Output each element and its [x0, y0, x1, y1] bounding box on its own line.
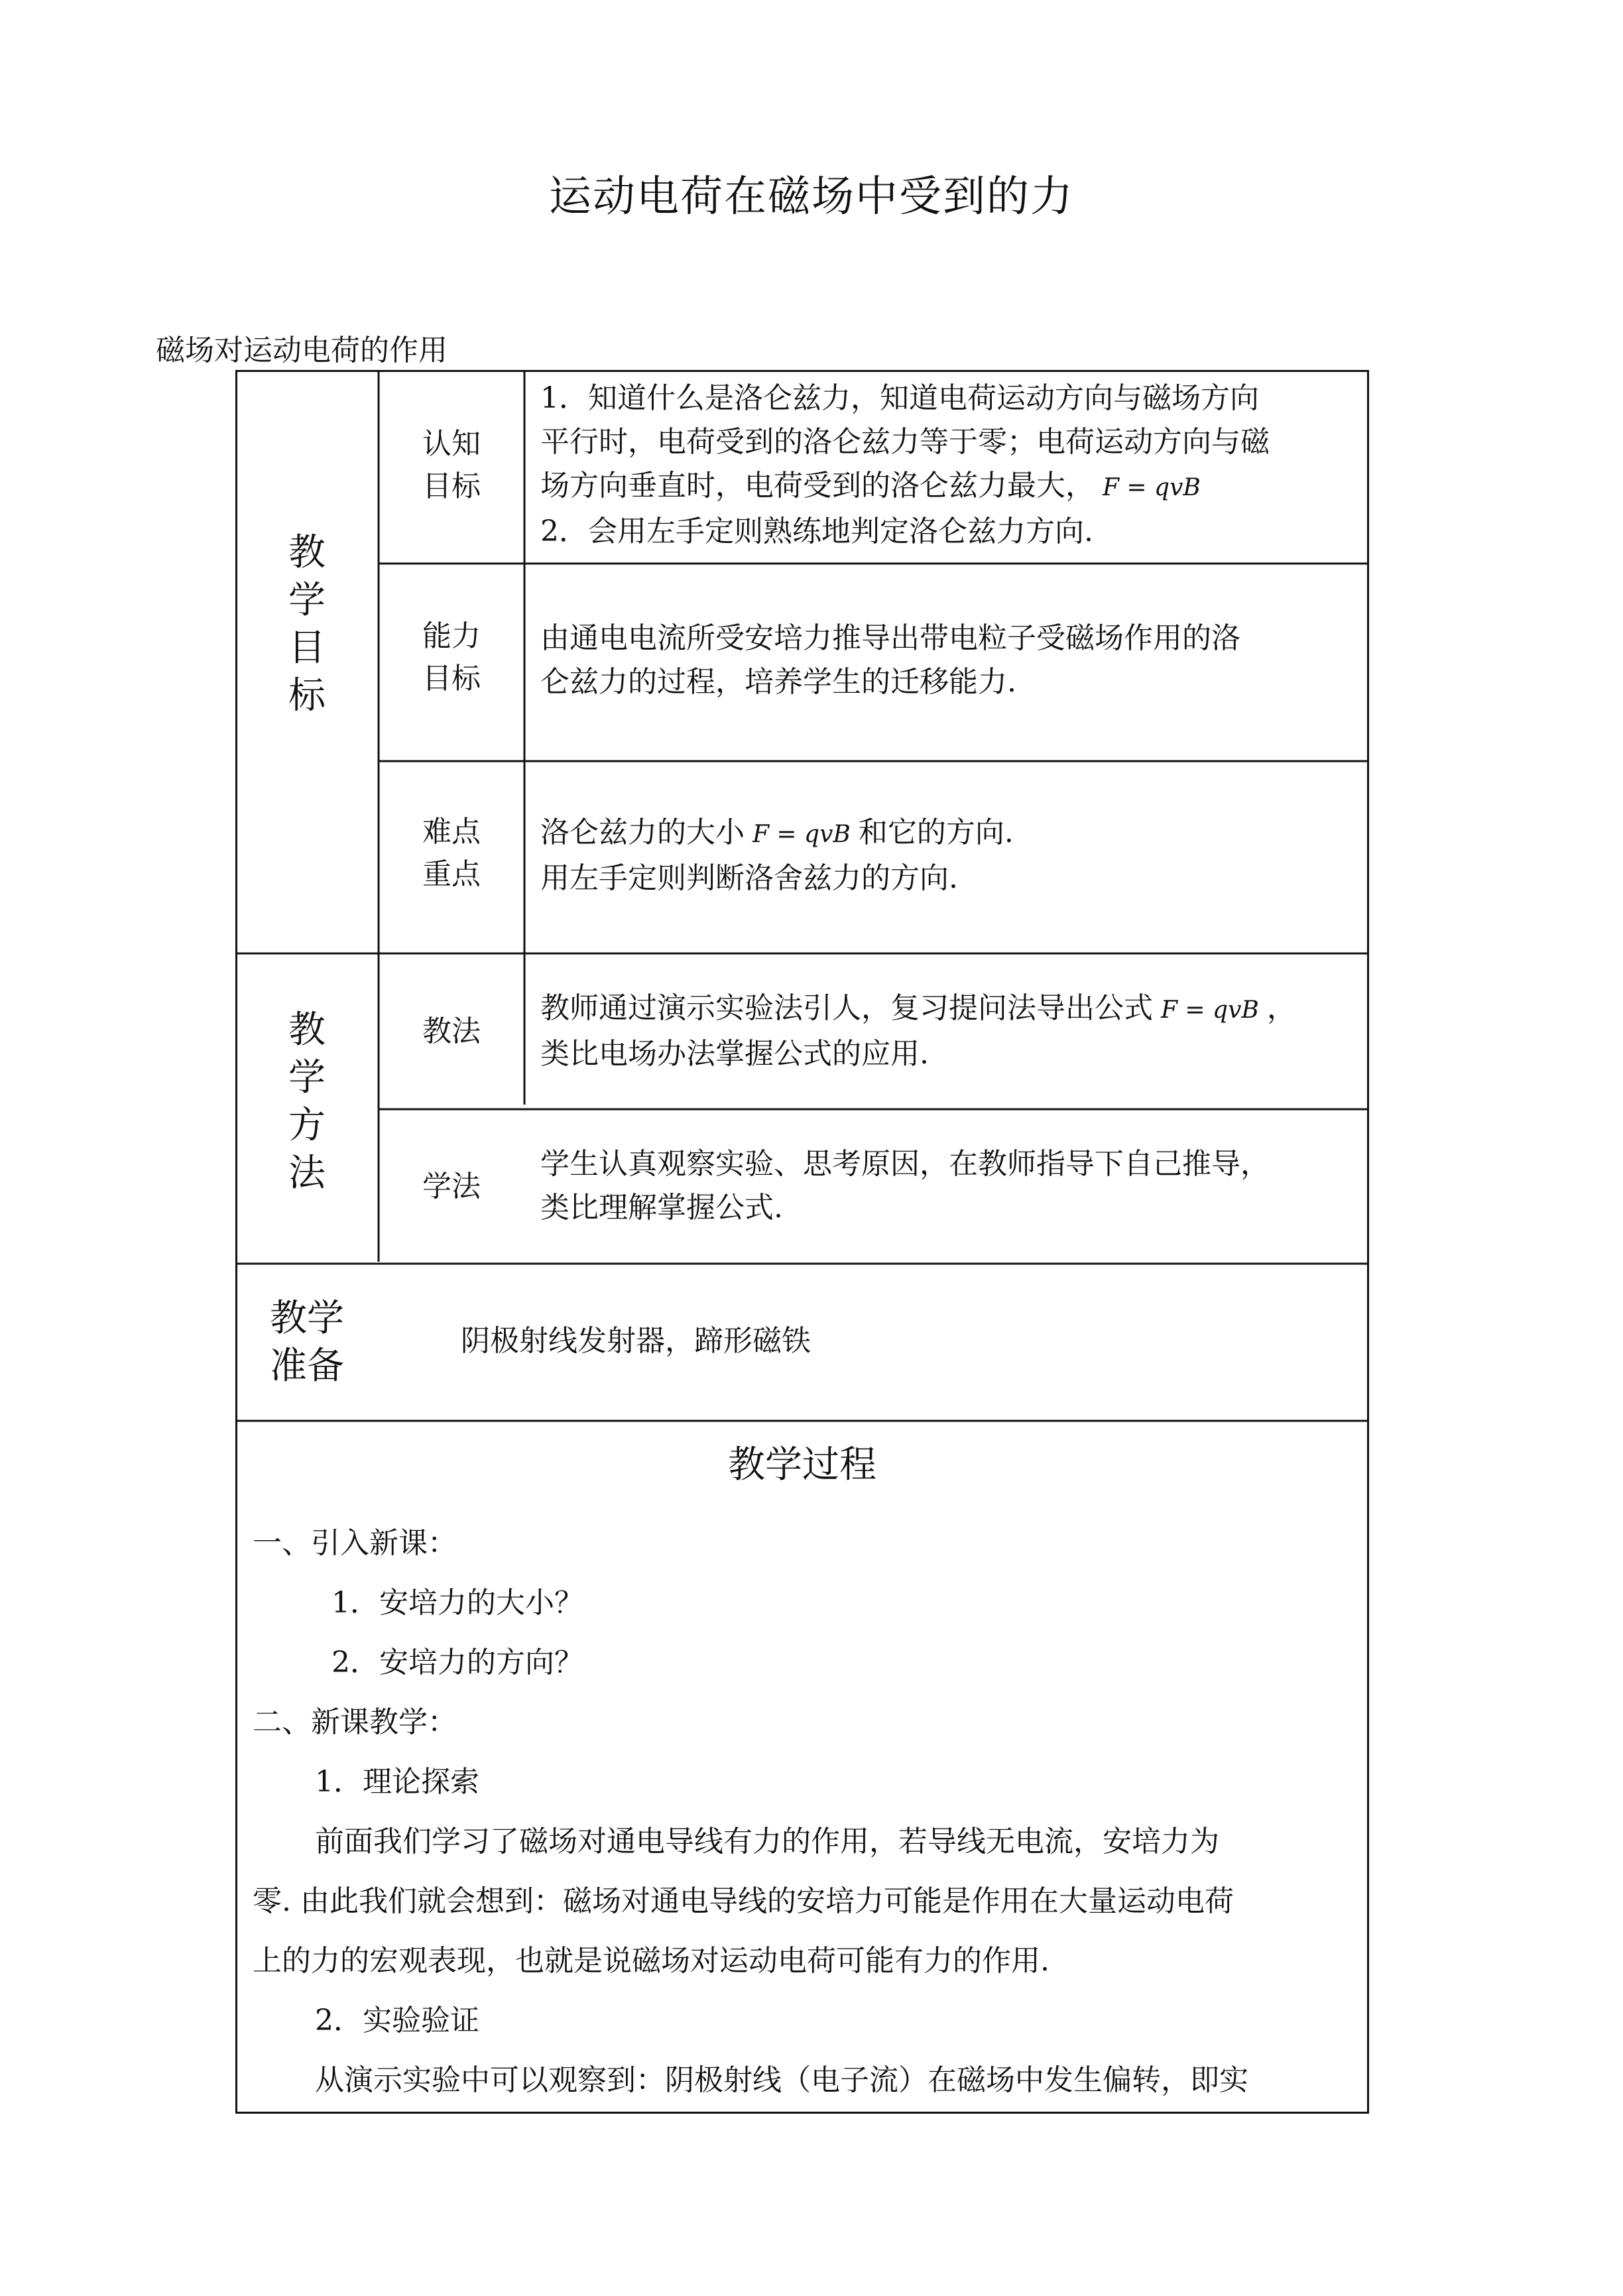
paragraph-line: 从演示实验中可以观察到：阴极射线（电子流）在磁场中发生偏转，即实: [315, 2063, 1248, 2097]
intro-question-1: 1．安培力的大小？: [331, 1586, 583, 1620]
paragraph-line: 零. 由此我们就会想到：磁场对通电导线的安培力可能是作用在大量运动电荷: [253, 1884, 1234, 1918]
subsection-theory: 1．理论探索: [315, 1765, 479, 1799]
section-subtitle: 磁场对运动电荷的作用: [156, 333, 448, 367]
learning-method-label: 学法: [422, 1170, 481, 1203]
learning-method-content: 学生认真观察实验、思考原因，在教师指导下自己推导， 类比理解掌握公式.: [540, 1147, 1270, 1225]
intro-question-2: 2．安培力的方向？: [331, 1646, 583, 1679]
subsection-experiment: 2．实验验证: [315, 2004, 479, 2037]
lesson-plan-table: [235, 370, 1369, 2114]
paragraph-line: 上的力的宏观表现，也就是说磁场对运动电荷可能有力的作用.: [253, 1944, 1050, 1978]
section-intro-heading: 一、引入新课：: [253, 1526, 457, 1560]
methods-group-label: 教学方法: [288, 1008, 326, 1195]
cognitive-goal-label: 认知目标: [422, 427, 481, 503]
page-title: 运动电荷在磁场中受到的力: [549, 172, 1074, 221]
process-heading: 教学过程: [728, 1443, 876, 1486]
cognitive-goal-content: 1．知道什么是洛仑兹力，知道电荷运动方向与磁场方向 平行时，电荷受到的洛仑兹力等于零；电荷运动方向与磁 场方向垂直时，电荷受到的洛仑兹力最大， F = qvB 2．会用左手定则熟练地判定洛仑兹力方向.: [540, 381, 1270, 548]
formula-f-qvb: F = qvB: [1103, 474, 1201, 501]
paragraph-line: 前面我们学习了磁场对通电导线有力的作用，若导线无电流，安培力为: [315, 1825, 1219, 1858]
ability-goal-label: 能力目标: [422, 619, 481, 695]
preparation-label: 教学准备: [270, 1297, 344, 1388]
section-new-lesson-heading: 二、新课教学：: [253, 1705, 457, 1739]
teaching-method-content: 教师通过演示实验法引人，复习提问法导出公式 F = qvB ， 类比电场办法掌握公式的应用.: [540, 991, 1296, 1071]
key-points-content: 洛仑兹力的大小 F = qvB 和它的方向. 用左手定则判断洛舍兹力的方向.: [540, 816, 1014, 895]
ability-goal-content: 由通电电流所受安培力推导出带电粒子受磁场作用的洛 仑兹力的过程，培养学生的迁移能力.: [540, 621, 1240, 699]
key-points-label: 难点重点: [422, 815, 481, 891]
formula-f-qvb: F = qvB: [752, 821, 851, 848]
preparation-content: 阴极射线发射器，蹄形磁铁: [461, 1324, 811, 1358]
objectives-group-label: 教学目标: [288, 531, 326, 717]
formula-f-qvb: F = qvB: [1161, 997, 1259, 1024]
teaching-method-label: 教法: [422, 1014, 481, 1048]
